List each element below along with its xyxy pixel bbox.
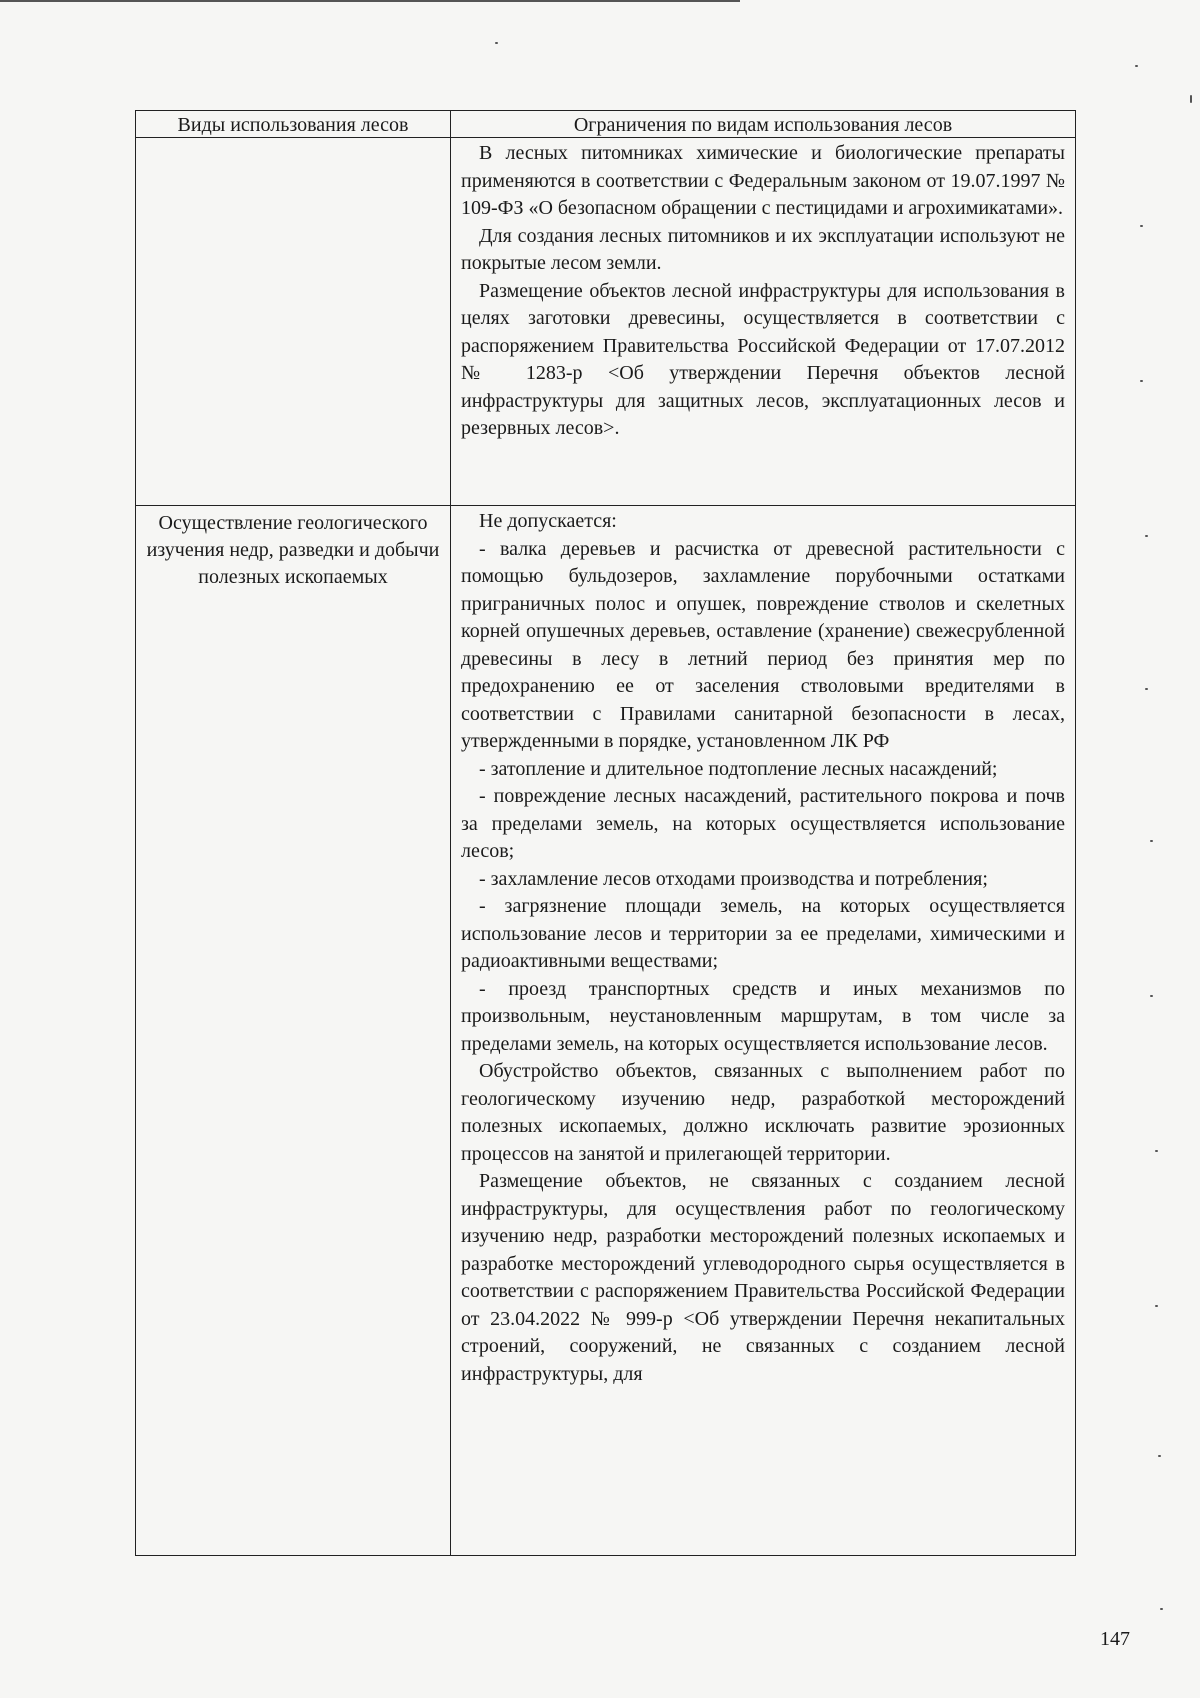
- table-header-row: [136, 111, 1076, 138]
- scan-top-edge-line: [0, 0, 740, 2]
- scan-speck: [1140, 225, 1143, 227]
- scan-speck: [1150, 995, 1153, 997]
- scan-speck: [1155, 1150, 1158, 1152]
- scan-speck: [1150, 840, 1153, 842]
- page-number: 147: [1100, 1628, 1130, 1650]
- scan-speck: [1140, 380, 1143, 382]
- paragraph: - повреждение лесных насаждений, растительного покрова и почв за пределами земель, на которых осуществляется использование лесов;: [461, 785, 1065, 862]
- row2-restrictions: [451, 506, 1076, 1556]
- scan-speck: [1158, 1455, 1161, 1457]
- forest-use-restrictions-table: [135, 110, 1076, 1556]
- scan-speck: [495, 42, 498, 44]
- paragraph: Для создания лесных питомников и их эксплуатации используют не покрытые лесом земли.: [461, 224, 1065, 274]
- scan-speck: [1145, 688, 1148, 690]
- header-restrictions: Ограничения по видам использования лесов: [451, 111, 1076, 138]
- paragraph: Размещение объектов лесной инфраструктуры для использования в целях заготовки древесины, осуществляется в соответствии с распоряжением Правительства Российской Федерации от 17.07.2012 № 1283-р <Об утверждении Перечня объектов лесной инфраструктуры для защитных лесов, эксплуатационных лесов и резервных лесов>.: [461, 279, 1065, 439]
- paragraph: В лесных питомниках химические и биологические препараты применяются в соответствии с Федеральным законом от 19.07.1997 № 109-ФЗ «О безопасном обращении с пестицидами и агрохимикатами».: [461, 142, 1065, 219]
- row2-use-type: Осуществление геологического изучения недр, разведки и добычи полезных ископаемых: [136, 506, 451, 1556]
- paragraph: - валка деревьев и расчистка от древесной растительности с помощью бульдозеров, захламление порубочными остатками приграничных полос и опушек, повреждение стволов и скелетных корней опушечных деревьев, оставление (хранение) свежесрубленной древесины в лесу в летний период без принятия мер по предохранению ее от заселения стволовыми вредителями в соответствии с Правилами санитарной безопасности в лесах, утвержденными в порядке, установленном ЛК РФ: [461, 537, 1065, 752]
- scan-speck: [1135, 65, 1138, 67]
- table-row: [136, 138, 1076, 506]
- paragraph: Размещение объектов, не связанных с созданием лесной инфраструктуры, для осуществления работ по геологическому изучению недр, разработки месторождений полезных ископаемых и разработке месторождений углеводородного сырья осуществляется в соответствии с распоряжением Правительства Российской Федерации от 23.04.2022 № 999-р <Об утверждении Перечня некапитальных строений, сооружений, не связанных с созданием лесной инфраструктуры, для: [461, 1170, 1065, 1385]
- paragraph: Не допускается:: [479, 510, 617, 532]
- paragraph: - захламление лесов отходами производства и потребления;: [479, 867, 988, 890]
- table-row: [136, 506, 1076, 1556]
- row1-restrictions: [451, 138, 1076, 506]
- paragraph: - проезд транспортных средств и иных механизмов по произвольным, неустановленным маршрутам, в том числе за пределами земель, на которых осуществляется использование лесов.: [461, 977, 1065, 1055]
- row1-use-type: [136, 138, 451, 506]
- paragraph: Обустройство объектов, связанных с выполнением работ по геологическому изучению недр, разработкой месторождений полезных ископаемых, должно исключать развитие эрозионных процессов на занятой и прилегающей территории.: [461, 1060, 1065, 1165]
- scan-speck: [1190, 95, 1192, 103]
- header-forest-use-types: Виды использования лесов: [136, 111, 451, 138]
- scan-speck: [1155, 1305, 1158, 1307]
- paragraph: - загрязнение площади земель, на которых осуществляется использование лесов и территории за ее пределами, химическими и радиоактивными веществами;: [461, 895, 1065, 972]
- paragraph: - затопление и длительное подтопление лесных насаждений;: [479, 757, 998, 780]
- scan-speck: [1160, 1608, 1163, 1610]
- scan-speck: [1145, 535, 1148, 537]
